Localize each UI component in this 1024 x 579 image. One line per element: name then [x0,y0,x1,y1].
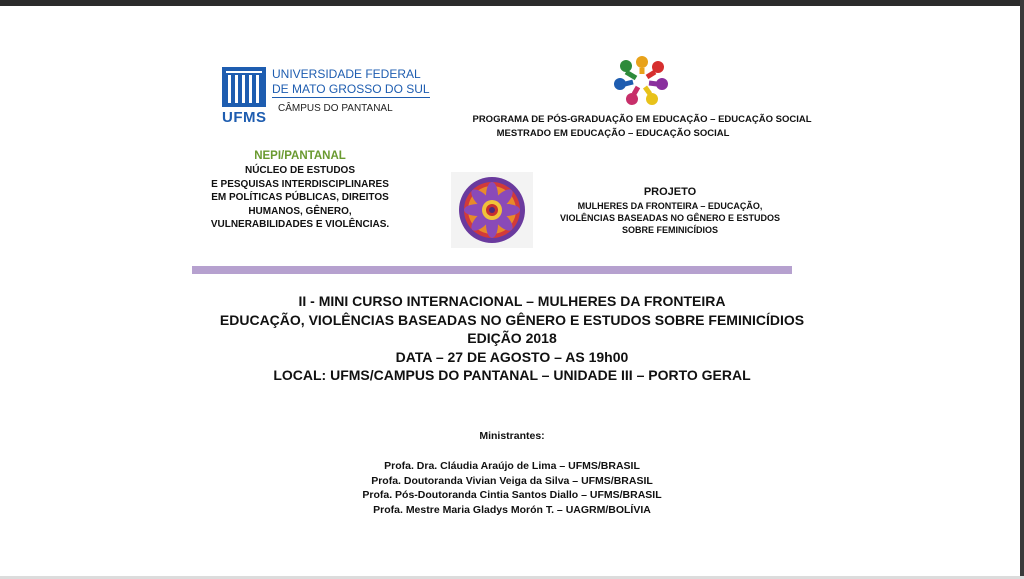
purple-divider [192,266,792,274]
program-name: PROGRAMA DE PÓS-GRADUAÇÃO EM EDUCAÇÃO – EDUCAÇÃO SOCIAL [472,114,812,125]
projeto-line: MULHERES DA FRONTEIRA – EDUCAÇÃO, [577,201,763,211]
projeto-line: SOBRE FEMINICÍDIOS [621,225,718,235]
nepi-line: VULNERABILIDADES E VIOLÊNCIAS. [210,219,390,230]
list-item: Profa. Dra. Cláudia Araújo de Lima – UFMS/BRASIL [384,460,640,472]
projeto-block [535,186,805,236]
ufms-logo [222,67,430,127]
campus-name: CÂMPUS DO PANTANAL [278,103,393,114]
university-building-icon [222,67,266,107]
course-info [0,292,1024,385]
nepi-block [190,150,410,232]
course-date: DATA – 27 DE AGOSTO – AS 19h00 [395,348,629,365]
list-item: Profa. Doutoranda Vivian Veiga da Silva – UFMS/BRASIL [371,474,653,487]
ministrantes-list [0,459,1024,517]
course-title: II - MINI CURSO INTERNACIONAL – MULHERES DA FRONTEIRA [298,293,726,309]
window-top-border [0,0,1024,6]
nepi-title: NEPI/PANTANAL [254,150,346,162]
list-item: Profa. Mestre Maria Gladys Morón T. – UAGRM/BOLÍVIA [373,503,651,516]
mandala-image [451,172,533,248]
program-people-circle-icon [612,56,670,106]
course-subtitle: EDUCAÇÃO, VIOLÊNCIAS BASEADAS NO GÊNERO E ESTUDOS SOBRE FEMINICÍDIOS [219,311,805,328]
master-program-name: MESTRADO EM EDUCAÇÃO – EDUCAÇÃO SOCIAL [496,128,730,139]
nepi-line: EM POLÍTICAS PÚBLICAS, DIREITOS [211,192,389,203]
nepi-line: E PESQUISAS INTERDISCIPLINARES [211,178,389,190]
nepi-line: HUMANOS, GÊNERO, [248,205,352,217]
course-location: LOCAL: UFMS/CAMPUS DO PANTANAL – UNIDADE III – PORTO GERAL [273,367,751,383]
ufms-acronym: UFMS [222,109,267,126]
university-name-line1: UNIVERSIDADE FEDERAL [272,67,421,81]
nepi-line: NÚCLEO DE ESTUDOS [244,165,355,176]
projeto-line: VIOLÊNCIAS BASEADAS NO GÊNERO E ESTUDOS [559,213,781,223]
list-item: Profa. Pós-Doutoranda Cintia Santos Diallo – UFMS/BRASIL [362,489,662,501]
course-edition: EDIÇÃO 2018 [467,330,557,346]
university-name-line2: DE MATO GROSSO DO SUL [272,82,430,96]
ministrantes-label: Ministrantes: [479,430,545,442]
projeto-title: PROJETO [643,186,697,198]
